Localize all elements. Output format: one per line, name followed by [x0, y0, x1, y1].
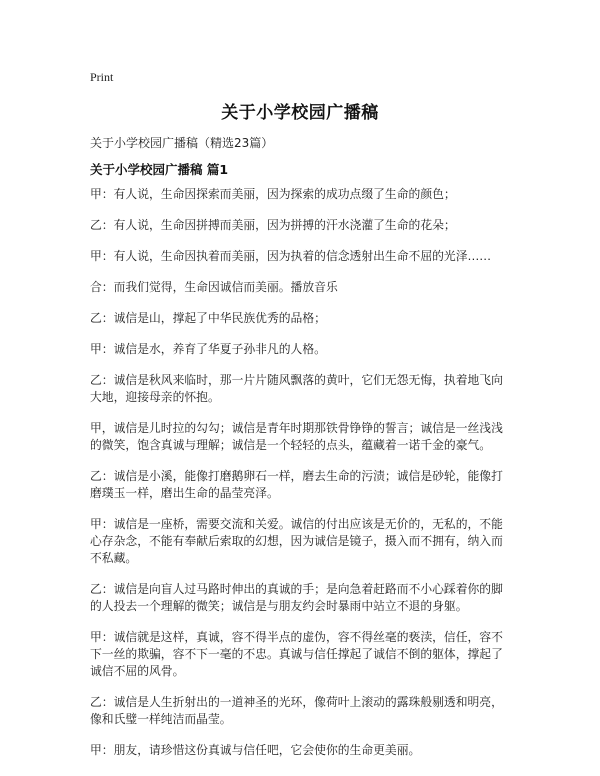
section-heading: 关于小学校园广播稿 篇1	[90, 162, 229, 177]
paragraph: 合：而我们觉得，生命因诚信而美丽。播放音乐	[90, 280, 338, 294]
print-label: Print	[90, 70, 114, 84]
paragraph: 乙：诚信是山，撑起了中华民族优秀的品格；	[90, 311, 326, 325]
paragraph: 甲：有人说，生命因执着而美丽，因为执着的信念透射出生命不屈的光泽……	[90, 249, 492, 263]
page-title: 关于小学校园广播稿	[221, 103, 379, 123]
paragraph: 甲：诚信就是这样，真诚，容不得半点的虚伪，容不得丝毫的亵渎，信任，容不下一丝的欺骗，容不下一毫的不忠。真诚与信任撑起了诚信不倒的躯体，撑起了诚信不屈的风骨。	[90, 630, 503, 678]
document-subtitle: 关于小学校园广播稿（精选23篇）	[90, 136, 274, 150]
paragraph: 甲：朋友，请珍惜这份真诚与信任吧，它会使你的生命更美丽。	[90, 743, 421, 757]
paragraph: 甲：诚信是一座桥，需要交流和关爱。诚信的付出应该是无价的，无私的，不能心存杂念，不能有奉献后索取的幻想，因为诚信是镜子，摄入而不拥有，纳入而不私藏。	[90, 517, 503, 565]
document-body	[90, 186, 510, 773]
paragraph: 乙：诚信是小溪，能像打磨鹅卵石一样，磨去生命的污渍；诚信是砂轮，能像打磨璞玉一样，磨出生命的晶莹亮泽。	[90, 469, 503, 500]
paragraph: 乙：有人说，生命因拼搏而美丽，因为拼搏的汗水浇灌了生命的花朵；	[90, 218, 456, 232]
paragraph: 乙：诚信是向盲人过马路时伸出的真诚的手；是向急着赶路而不小心踩着你的脚的人投去一个理解的微笑；诚信是与朋友约会时暴雨中站立不退的身躯。	[90, 582, 503, 613]
paragraph: 甲：诚信是水，养育了华夏子孙非凡的人格。	[90, 342, 326, 356]
paragraph: 甲，诚信是儿时拉的勾勾；诚信是青年时期那铁骨铮铮的誓言；诚信是一丝浅浅的微笑，饱含真诚与理解；诚信是一个轻轻的点头，蕴藏着一诺千金的豪气。	[90, 421, 503, 452]
paragraph: 甲：有人说，生命因探索而美丽，因为探索的成功点缀了生命的颜色；	[90, 187, 456, 201]
paragraph: 乙：诚信是人生折射出的一道神圣的光环，像荷叶上滚动的露珠般剔透和明亮，像和氏璧一样纯洁而晶莹。	[90, 695, 503, 726]
paragraph: 乙：诚信是秋风来临时，那一片片随风飘落的黄叶，它们无怨无悔，执着地飞向大地，迎接母亲的怀抱。	[90, 373, 503, 404]
